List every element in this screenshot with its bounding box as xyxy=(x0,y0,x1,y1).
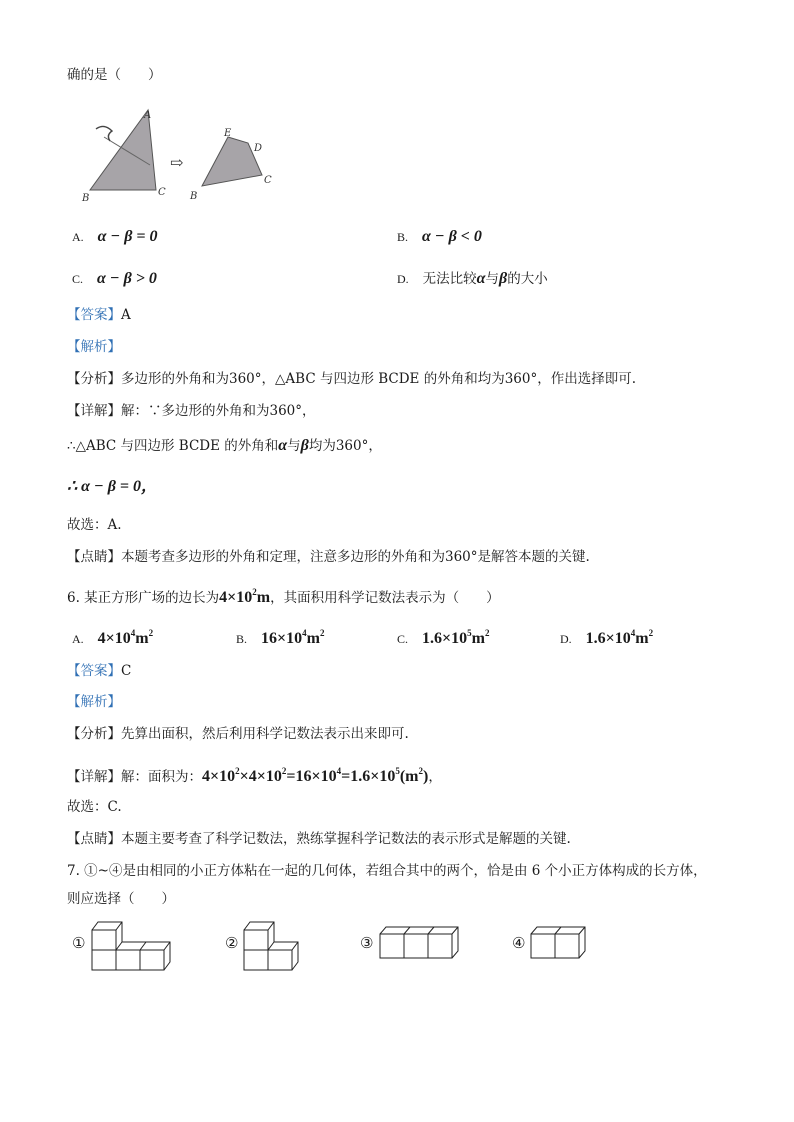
q7-label-4: ④ xyxy=(512,934,526,952)
q5-triangle-figure xyxy=(78,103,278,208)
q7-stem-line1: 7. ①~④是由相同的小正方体粘在一起的几何体，若组合其中的两个，恰是由 6 个小正方体构成的长方体， xyxy=(67,863,707,879)
q6-xiangjie: 【详解】解：面积为：$4\times 10^2\times 4\times 10^2=16\times 10^4=1.6\times 10^5(m^2)$， xyxy=(67,766,442,785)
q5-option-b: B. α − β < 0 xyxy=(397,228,482,245)
q6-option-a: A. $4\times 10^4m^2$ xyxy=(72,628,154,647)
fig-label-A: A xyxy=(144,110,152,121)
q6-dianjing: 【点睛】本题主要考查了科学记数法，熟练掌握科学记数法的表示形式是解题的关键. xyxy=(67,831,571,847)
q6-analysis-tag: 【解析】 xyxy=(67,694,121,710)
q5-option-d: D. 无法比较α与β的大小 xyxy=(397,270,548,287)
fig-label-D: D xyxy=(254,143,263,154)
q5-option-a: A. α − β = 0 xyxy=(72,228,158,245)
q7-solid-3 xyxy=(376,920,466,964)
q5-xiangjie: 【详解】解：∵多边形的外角和为360°， xyxy=(67,403,316,419)
q7-solid-2 xyxy=(240,912,304,974)
q7-stem-line2: 则应选择（ ） xyxy=(67,891,175,907)
q5-option-c: C. α − β > 0 xyxy=(72,270,157,287)
q5-choice: 故选：A. xyxy=(67,517,122,533)
q6-answer: 【答案】C xyxy=(67,663,132,679)
q5-xiangjie-line2: ∴△ABC 与四边形 BCDE 的外角和α与β均为360°， xyxy=(67,437,382,454)
q7-solid-1 xyxy=(88,912,178,974)
q7-solid-4 xyxy=(527,920,593,964)
q6-stem: 6. 某正方形广场的边长为$4\times 10^2m$，其面积用科学记数法表示为（ ） xyxy=(67,587,500,606)
q6-choice: 故选：C. xyxy=(67,799,122,815)
fig-label-C: C xyxy=(158,187,166,198)
q7-label-3: ③ xyxy=(360,934,374,952)
q5-fenxi: 【分析】多边形的外角和为360°，△ABC 与四边形 BCDE 的外角和均为360°，作出选择即可. xyxy=(67,371,637,387)
arrow-icon: ⇨ xyxy=(170,153,184,172)
fig-label-B: B xyxy=(82,193,90,204)
q6-option-d: D. $1.6\times 10^4m^2$ xyxy=(560,628,654,647)
q5-analysis-tag: 【解析】 xyxy=(67,339,121,355)
q6-side-length: $4\times 10^2m$ xyxy=(219,587,271,606)
q6-fenxi: 【分析】先算出面积，然后利用科学记数法表示出来即可. xyxy=(67,726,409,742)
fig-label-B2: B xyxy=(190,191,198,202)
q7-label-1: ① xyxy=(72,934,86,952)
q5-dianjing: 【点睛】本题考查多边形的外角和定理，注意多边形的外角和为360°是解答本题的关键. xyxy=(67,549,590,565)
q6-option-c: C. $1.6\times 10^5m^2$ xyxy=(397,628,490,647)
q5-stem-tail: 确的是（ ） xyxy=(67,67,162,83)
q5-answer: 【答案】A xyxy=(67,307,131,323)
q6-option-b: B. $16\times 10^4m^2$ xyxy=(236,628,325,647)
q7-label-2: ② xyxy=(225,934,239,952)
scissors-icon xyxy=(96,126,112,141)
q6-calculation: $4\times 10^2\times 4\times 10^2=16\times 10^4=1.6\times 10^5(m^2)$ xyxy=(202,766,429,785)
fig-label-E: E xyxy=(224,128,232,139)
q5-xiangjie-line3: ∴ α − β = 0， xyxy=(67,478,158,495)
fig-label-C2: C xyxy=(264,175,272,186)
